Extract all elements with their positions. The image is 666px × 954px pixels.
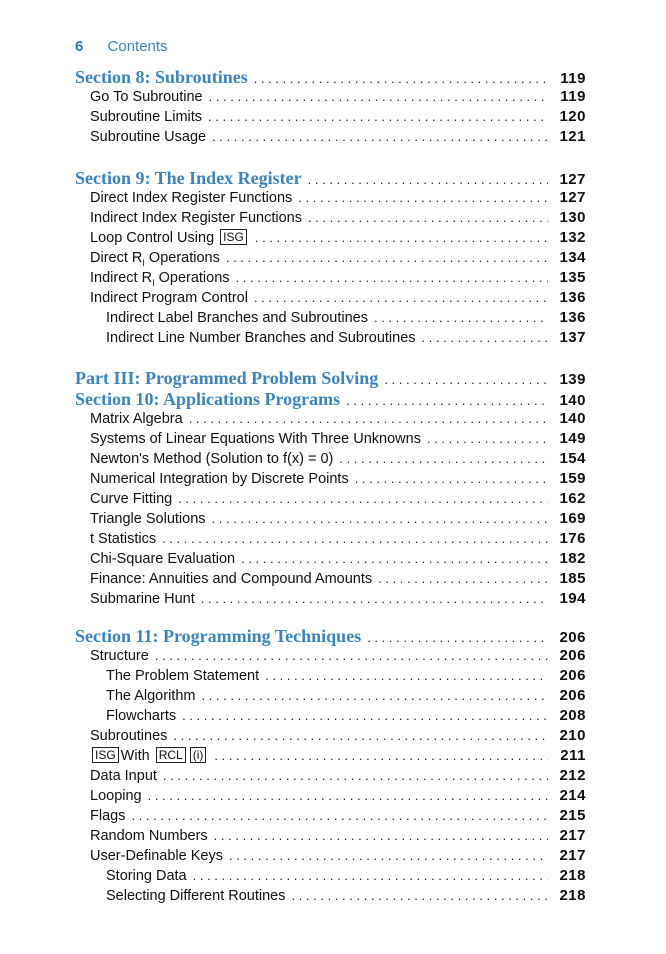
toc-entry: [90, 87, 586, 107]
toc-entry-text: Structure: [90, 648, 149, 664]
toc-entry-text: Section 11: Programming Techniques: [75, 626, 362, 646]
toc-entry: [106, 706, 586, 726]
toc-entry: [90, 469, 586, 489]
dot-leader: [155, 646, 548, 666]
toc-page-number: 140: [559, 392, 586, 409]
toc-page-number: 182: [559, 550, 586, 567]
subscript: I: [152, 277, 155, 288]
dot-leader: [236, 268, 548, 288]
toc-page-number: 206: [559, 647, 586, 664]
toc-entry: [90, 549, 586, 569]
toc-page-number: 127: [559, 189, 586, 206]
subscript: I: [142, 257, 145, 268]
toc-entry: [90, 786, 586, 806]
toc-entry-label: [90, 549, 235, 569]
toc-entry-label: [90, 529, 156, 549]
toc-page-number: 218: [559, 887, 586, 904]
dot-leader: [265, 666, 548, 686]
toc-entry: [90, 569, 586, 589]
toc-entry-label: [90, 569, 372, 589]
toc-entry-text: Indirect Program Control: [90, 290, 248, 306]
dot-leader: [241, 549, 548, 569]
dot-leader: [201, 589, 548, 609]
dot-leader: [339, 449, 548, 469]
toc-entry-text: Indirect Label Branches and Subroutines: [106, 310, 368, 326]
toc-entry-text: Newton's Method (Solution to f(x) = 0): [90, 451, 334, 467]
dot-leader: [163, 766, 548, 786]
toc-entry: [90, 726, 586, 746]
dot-leader: [298, 188, 548, 208]
toc-entry-label: [90, 509, 206, 529]
toc-page-number: 212: [559, 767, 586, 784]
toc-page-number: 127: [559, 171, 586, 188]
dot-leader: [214, 826, 548, 846]
toc-entry-text: Submarine Hunt: [90, 591, 195, 607]
toc-entry: [90, 288, 586, 308]
toc-page-number: 130: [559, 209, 586, 226]
toc-entry-text: Random Numbers: [90, 828, 208, 844]
page-header: [75, 38, 168, 55]
toc-entry: [90, 529, 586, 549]
toc-entry-label: [75, 368, 378, 388]
dot-leader: [131, 806, 548, 826]
toc-entry-label: [106, 706, 176, 726]
toc-entry-label: [90, 746, 208, 766]
dot-leader: [209, 87, 548, 107]
toc-entry: [90, 846, 586, 866]
toc-entry-label: [75, 626, 361, 646]
toc-entry-label: [106, 886, 285, 906]
toc-entry: [90, 107, 586, 127]
toc-page-number: 215: [559, 807, 586, 824]
toc-entry-text: Flowcharts: [106, 708, 177, 724]
dot-leader: [422, 328, 548, 348]
dot-leader: [427, 429, 548, 449]
toc-entry-text: Indirect Index Register Functions: [90, 210, 302, 226]
dot-leader: [208, 107, 548, 127]
toc-entry-text-suffix: Operations: [144, 250, 220, 266]
toc-entry-text: User-Definable Keys: [90, 848, 223, 864]
toc-entry-text-suffix: Operations: [154, 270, 230, 286]
toc-entry-text: Finance: Annuities and Compound Amounts: [90, 571, 373, 587]
toc-entry-text: t Statistics: [90, 531, 157, 547]
toc-entry: [90, 589, 586, 609]
toc-entry-text: Indirect R: [90, 270, 153, 286]
dot-leader: [173, 726, 548, 746]
toc-page-number: 134: [559, 249, 586, 266]
page-title: Contents: [107, 38, 168, 55]
toc-page-number: 136: [559, 289, 586, 306]
toc-entry-text: Flags: [90, 808, 126, 824]
toc-entry-label: [106, 328, 416, 348]
toc-entry-label: [90, 726, 167, 746]
dot-leader: [178, 489, 548, 509]
toc-entry: [106, 886, 586, 906]
toc-entry: [90, 646, 586, 666]
toc-page-number: 159: [559, 470, 586, 487]
toc-page-number: 194: [559, 590, 586, 607]
calculator-key-icon: ISG: [220, 229, 247, 245]
dot-leader: [212, 509, 548, 529]
toc-page-number: 119: [560, 88, 586, 105]
toc-page-number: 217: [559, 847, 586, 864]
toc-entry-text: With: [120, 748, 150, 764]
toc-section-heading: [75, 389, 586, 409]
toc-entry-label: [106, 666, 259, 686]
dot-leader: [254, 69, 548, 89]
toc-entry-text: Numerical Integration by Discrete Points: [90, 471, 349, 487]
toc-page-number: 132: [559, 229, 586, 246]
toc-section-heading: [75, 67, 586, 87]
toc-entry: [106, 328, 586, 348]
toc-page-number: 139: [559, 371, 586, 388]
toc-entry-label: [90, 489, 172, 509]
dot-leader: [367, 628, 548, 648]
toc-entry-label: [106, 308, 368, 328]
toc-entry-text: Data Input: [90, 768, 157, 784]
toc-page-number: 214: [559, 787, 586, 804]
toc-entry-label: [90, 288, 248, 308]
dot-leader: [229, 846, 548, 866]
toc-entry: [90, 429, 586, 449]
toc-entry-text: Loop Control Using: [90, 230, 215, 246]
toc-page-number: 169: [559, 510, 586, 527]
toc-page-number: 206: [559, 629, 586, 646]
toc-entry-label: [90, 806, 125, 826]
toc-entry-text: Triangle Solutions: [90, 511, 206, 527]
toc-page-number: 176: [559, 530, 586, 547]
toc-page-number: 137: [559, 329, 586, 346]
toc-page-number: 135: [559, 269, 586, 286]
toc-entry: [90, 449, 586, 469]
dot-leader: [214, 746, 548, 766]
toc-entry: [90, 409, 586, 429]
toc-entry-text: Subroutines: [90, 728, 168, 744]
toc-entry: [90, 208, 586, 228]
toc-entry-text: Section 8: Subroutines: [75, 67, 248, 87]
toc-page-number: 185: [559, 570, 586, 587]
toc-entry-text: The Problem Statement: [106, 668, 260, 684]
toc-entry: [106, 866, 586, 886]
dot-leader: [193, 866, 548, 886]
toc-section-heading: [75, 368, 586, 388]
toc-entry-text: Matrix Algebra: [90, 411, 183, 427]
toc-page-number: 149: [559, 430, 586, 447]
toc-entry: [90, 268, 586, 288]
dot-leader: [384, 370, 548, 390]
toc-page-number: 206: [559, 667, 586, 684]
toc-page-number: 136: [559, 309, 586, 326]
toc-page-number: 206: [559, 687, 586, 704]
toc-entry-label: [90, 409, 183, 429]
toc-page-number: 210: [559, 727, 586, 744]
dot-leader: [255, 228, 548, 248]
toc-entry: [90, 228, 586, 248]
dot-leader: [291, 886, 548, 906]
toc-entry-text: Subroutine Usage: [90, 129, 207, 145]
dot-leader: [346, 391, 548, 411]
toc-entry-label: [90, 766, 157, 786]
toc-section-heading: [75, 626, 586, 646]
toc-entry-label: [90, 826, 208, 846]
toc-entry: [90, 127, 586, 147]
toc-entry-text: Direct R: [90, 250, 143, 266]
toc-entry: [90, 826, 586, 846]
toc-entry-label: [106, 686, 195, 706]
toc-entry-label: [90, 107, 202, 127]
toc-entry: [90, 489, 586, 509]
toc-page-number: 154: [559, 450, 586, 467]
toc-page-number: 217: [559, 827, 586, 844]
calculator-key-icon: (i): [190, 747, 207, 763]
calculator-key-icon: ISG: [92, 747, 119, 763]
toc-entry: [106, 686, 586, 706]
toc-page-number: 162: [559, 490, 586, 507]
toc-entry-label: [90, 208, 302, 228]
calculator-key-icon: RCL: [156, 747, 186, 763]
toc-entry-label: [90, 646, 149, 666]
toc-entry-label: [90, 449, 333, 469]
toc-entry-label: [90, 589, 195, 609]
page-number: 6: [75, 38, 84, 55]
toc-entry-label: [75, 168, 302, 188]
toc-entry: [106, 308, 586, 328]
toc-entry-label: [90, 87, 203, 107]
toc-entry: [90, 188, 586, 208]
dot-leader: [148, 786, 548, 806]
toc-entry: [90, 746, 586, 766]
dot-leader: [374, 308, 548, 328]
toc-entry-text: Section 9: The Index Register: [75, 168, 302, 188]
toc-entry-label: [90, 786, 142, 806]
toc-entry-text: Storing Data: [106, 868, 187, 884]
toc-entry-label: [75, 389, 340, 409]
toc-entry-label: [90, 846, 223, 866]
toc-entry-label: [75, 67, 248, 87]
toc-entry-text: Curve Fitting: [90, 491, 173, 507]
toc-page-number: 120: [559, 108, 586, 125]
toc-section-heading: [75, 168, 586, 188]
toc-entry-label: [106, 866, 187, 886]
toc-entry-text: Chi-Square Evaluation: [90, 551, 236, 567]
dot-leader: [182, 706, 548, 726]
dot-leader: [201, 686, 548, 706]
dot-leader: [189, 409, 548, 429]
toc-entry-text: Subroutine Limits: [90, 109, 203, 125]
dot-leader: [308, 208, 548, 228]
toc-entry-text: Part III: Programmed Problem Solving: [75, 368, 379, 388]
toc-page-number: 218: [559, 867, 586, 884]
toc-entry-text: Selecting Different Routines: [106, 888, 286, 904]
toc-entry-text: Indirect Line Number Branches and Subroutines: [106, 330, 416, 346]
toc-entry-text: Looping: [90, 788, 142, 804]
toc-entry-label: [90, 429, 421, 449]
dot-leader: [162, 529, 548, 549]
dot-leader: [254, 288, 548, 308]
toc-page-number: 119: [560, 70, 586, 87]
toc-entry-text: Direct Index Register Functions: [90, 190, 293, 206]
toc-entry: [90, 509, 586, 529]
toc-page-number: 208: [559, 707, 586, 724]
toc-entry-label: [90, 228, 249, 248]
toc-entry: [90, 766, 586, 786]
toc-entry: [90, 248, 586, 268]
toc-entry-text: The Algorithm: [106, 688, 196, 704]
toc-entry-text: Go To Subroutine: [90, 89, 203, 105]
toc-page-number: 121: [559, 128, 586, 145]
dot-leader: [308, 170, 548, 190]
dot-leader: [212, 127, 548, 147]
toc-entry: [90, 806, 586, 826]
toc-page-number: 140: [559, 410, 586, 427]
toc-entry-text: Section 10: Applications Programs: [75, 389, 341, 409]
dot-leader: [226, 248, 548, 268]
toc-entry-label: [90, 127, 206, 147]
toc-entry-label: [90, 188, 292, 208]
dot-leader: [355, 469, 548, 489]
toc-page-number: 211: [560, 747, 586, 764]
toc-entry-label: [90, 469, 349, 489]
toc-entry: [106, 666, 586, 686]
toc-entry-text: Systems of Linear Equations With Three Unknowns: [90, 431, 421, 447]
dot-leader: [378, 569, 548, 589]
